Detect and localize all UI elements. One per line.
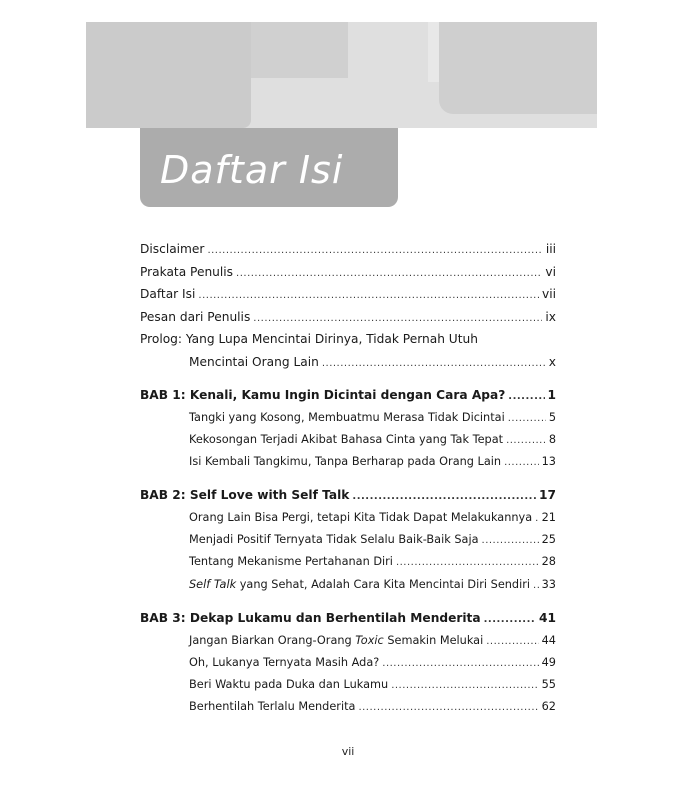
entry-label: Disclaimer xyxy=(140,242,205,256)
dot-leader xyxy=(198,285,539,308)
section-page: 33 xyxy=(541,577,556,591)
toc-section[interactable] xyxy=(140,451,556,473)
chapter-label: BAB 3: Dekap Lukamu dan Berhentilah Menderita xyxy=(140,611,481,626)
section-label-pre: Jangan Biarkan Orang-Orang xyxy=(189,633,356,647)
toc-section[interactable] xyxy=(140,630,556,652)
dot-leader xyxy=(391,675,538,697)
dot-leader xyxy=(382,653,538,675)
toc-chapter-3[interactable] xyxy=(140,607,556,630)
section-page: 55 xyxy=(541,678,556,692)
toc-section[interactable] xyxy=(140,652,556,674)
entry-page: iii xyxy=(545,242,556,256)
header-block-right xyxy=(439,22,597,114)
toc-section[interactable] xyxy=(140,551,556,573)
dot-leader xyxy=(207,240,542,263)
dot-leader xyxy=(535,508,538,530)
italic-term: Toxic xyxy=(355,633,384,647)
italic-term: Self Talk xyxy=(189,577,237,591)
toc-section[interactable] xyxy=(140,529,556,551)
toc-section[interactable] xyxy=(140,507,556,529)
chapter-page: 41 xyxy=(539,611,556,626)
entry-label: Daftar Isi xyxy=(140,287,196,301)
entry-page: vii xyxy=(542,287,556,301)
section-label xyxy=(189,630,483,652)
toc-section[interactable] xyxy=(140,696,556,718)
chapter-label: BAB 2: Self Love with Self Talk xyxy=(140,488,350,503)
dot-leader xyxy=(508,408,546,430)
toc-entry-prolog[interactable] xyxy=(140,328,556,351)
dot-leader xyxy=(486,631,538,653)
chapter-page: 1 xyxy=(547,388,556,402)
section-label: Orang Lain Bisa Pergi, tetapi Kita Tidak Dapat Melakukannya xyxy=(189,510,533,524)
section-label-rest: Semakin Melukai xyxy=(383,633,484,647)
chapter-page: 17 xyxy=(539,488,556,503)
header-block-left xyxy=(86,22,251,128)
dot-leader xyxy=(504,452,539,474)
section-page: 49 xyxy=(541,655,556,669)
toc-entry-prakata[interactable] xyxy=(140,261,556,284)
toc-chapter-1[interactable] xyxy=(140,384,556,407)
section-page: 21 xyxy=(541,510,556,524)
dot-leader xyxy=(253,308,542,331)
section-label: Kekosongan Terjadi Akibat Bahasa Cinta yang Tak Tepat xyxy=(189,432,504,446)
page-title: Daftar Isi xyxy=(160,148,344,192)
section-page: 62 xyxy=(541,700,556,714)
section-page: 13 xyxy=(541,455,556,469)
section-label: Oh, Lukanya Ternyata Masih Ada? xyxy=(189,655,380,669)
section-label: Berhentilah Terlalu Menderita xyxy=(189,700,356,714)
section-label: Tangki yang Kosong, Membuatmu Merasa Tidak Dicintai xyxy=(189,410,505,424)
section-page: 25 xyxy=(541,533,556,547)
dot-leader xyxy=(533,575,539,597)
toc-section[interactable] xyxy=(140,407,556,429)
section-label: Isi Kembali Tangkimu, Tanpa Berharap pada Orang Lain xyxy=(189,455,502,469)
section-page: 44 xyxy=(541,633,556,647)
section-label: Beri Waktu pada Duka dan Lukamu xyxy=(189,678,389,692)
dot-leader xyxy=(482,530,539,552)
toc-section[interactable] xyxy=(140,429,556,451)
entry-label: Pesan dari Penulis xyxy=(140,309,251,324)
entry-label: Mencintai Orang Lain xyxy=(189,354,319,369)
dot-leader xyxy=(358,697,538,719)
toc-entry-disclaimer[interactable] xyxy=(140,238,556,261)
dot-leader xyxy=(236,263,542,286)
toc-entry-prolog-cont[interactable] xyxy=(140,351,556,374)
section-label xyxy=(189,574,530,596)
dot-leader xyxy=(506,430,546,452)
toc-entry-pesan[interactable] xyxy=(140,306,556,329)
dot-leader xyxy=(322,353,546,376)
chapter-label: BAB 1: Kenali, Kamu Ingin Dicintai dengan Cara Apa? xyxy=(140,388,506,402)
section-page: 8 xyxy=(548,432,556,446)
entry-page: ix xyxy=(545,309,556,324)
dot-leader xyxy=(352,486,536,509)
dot-leader xyxy=(484,609,536,632)
entry-page: vi xyxy=(545,264,556,279)
entry-label: Prolog: Yang Lupa Mencintai Dirinya, Tidak Pernah Utuh xyxy=(140,332,478,346)
entry-page: x xyxy=(548,354,556,369)
table-of-contents xyxy=(140,238,556,719)
toc-entry-daftar-isi[interactable] xyxy=(140,283,556,306)
toc-section[interactable] xyxy=(140,674,556,696)
section-label-rest: yang Sehat, Adalah Cara Kita Mencintai Diri Sendiri xyxy=(236,577,531,591)
toc-chapter-2[interactable] xyxy=(140,484,556,507)
dot-leader xyxy=(396,552,539,574)
toc-section[interactable] xyxy=(140,574,556,596)
section-page: 28 xyxy=(541,555,556,569)
section-label: Menjadi Positif Ternyata Tidak Selalu Baik-Baik Saja xyxy=(189,533,479,547)
entry-label: Prakata Penulis xyxy=(140,264,234,279)
page-number: vii xyxy=(341,745,355,758)
section-page: 5 xyxy=(548,410,556,424)
section-label: Tentang Mekanisme Pertahanan Diri xyxy=(189,555,393,569)
dot-leader xyxy=(508,386,544,409)
